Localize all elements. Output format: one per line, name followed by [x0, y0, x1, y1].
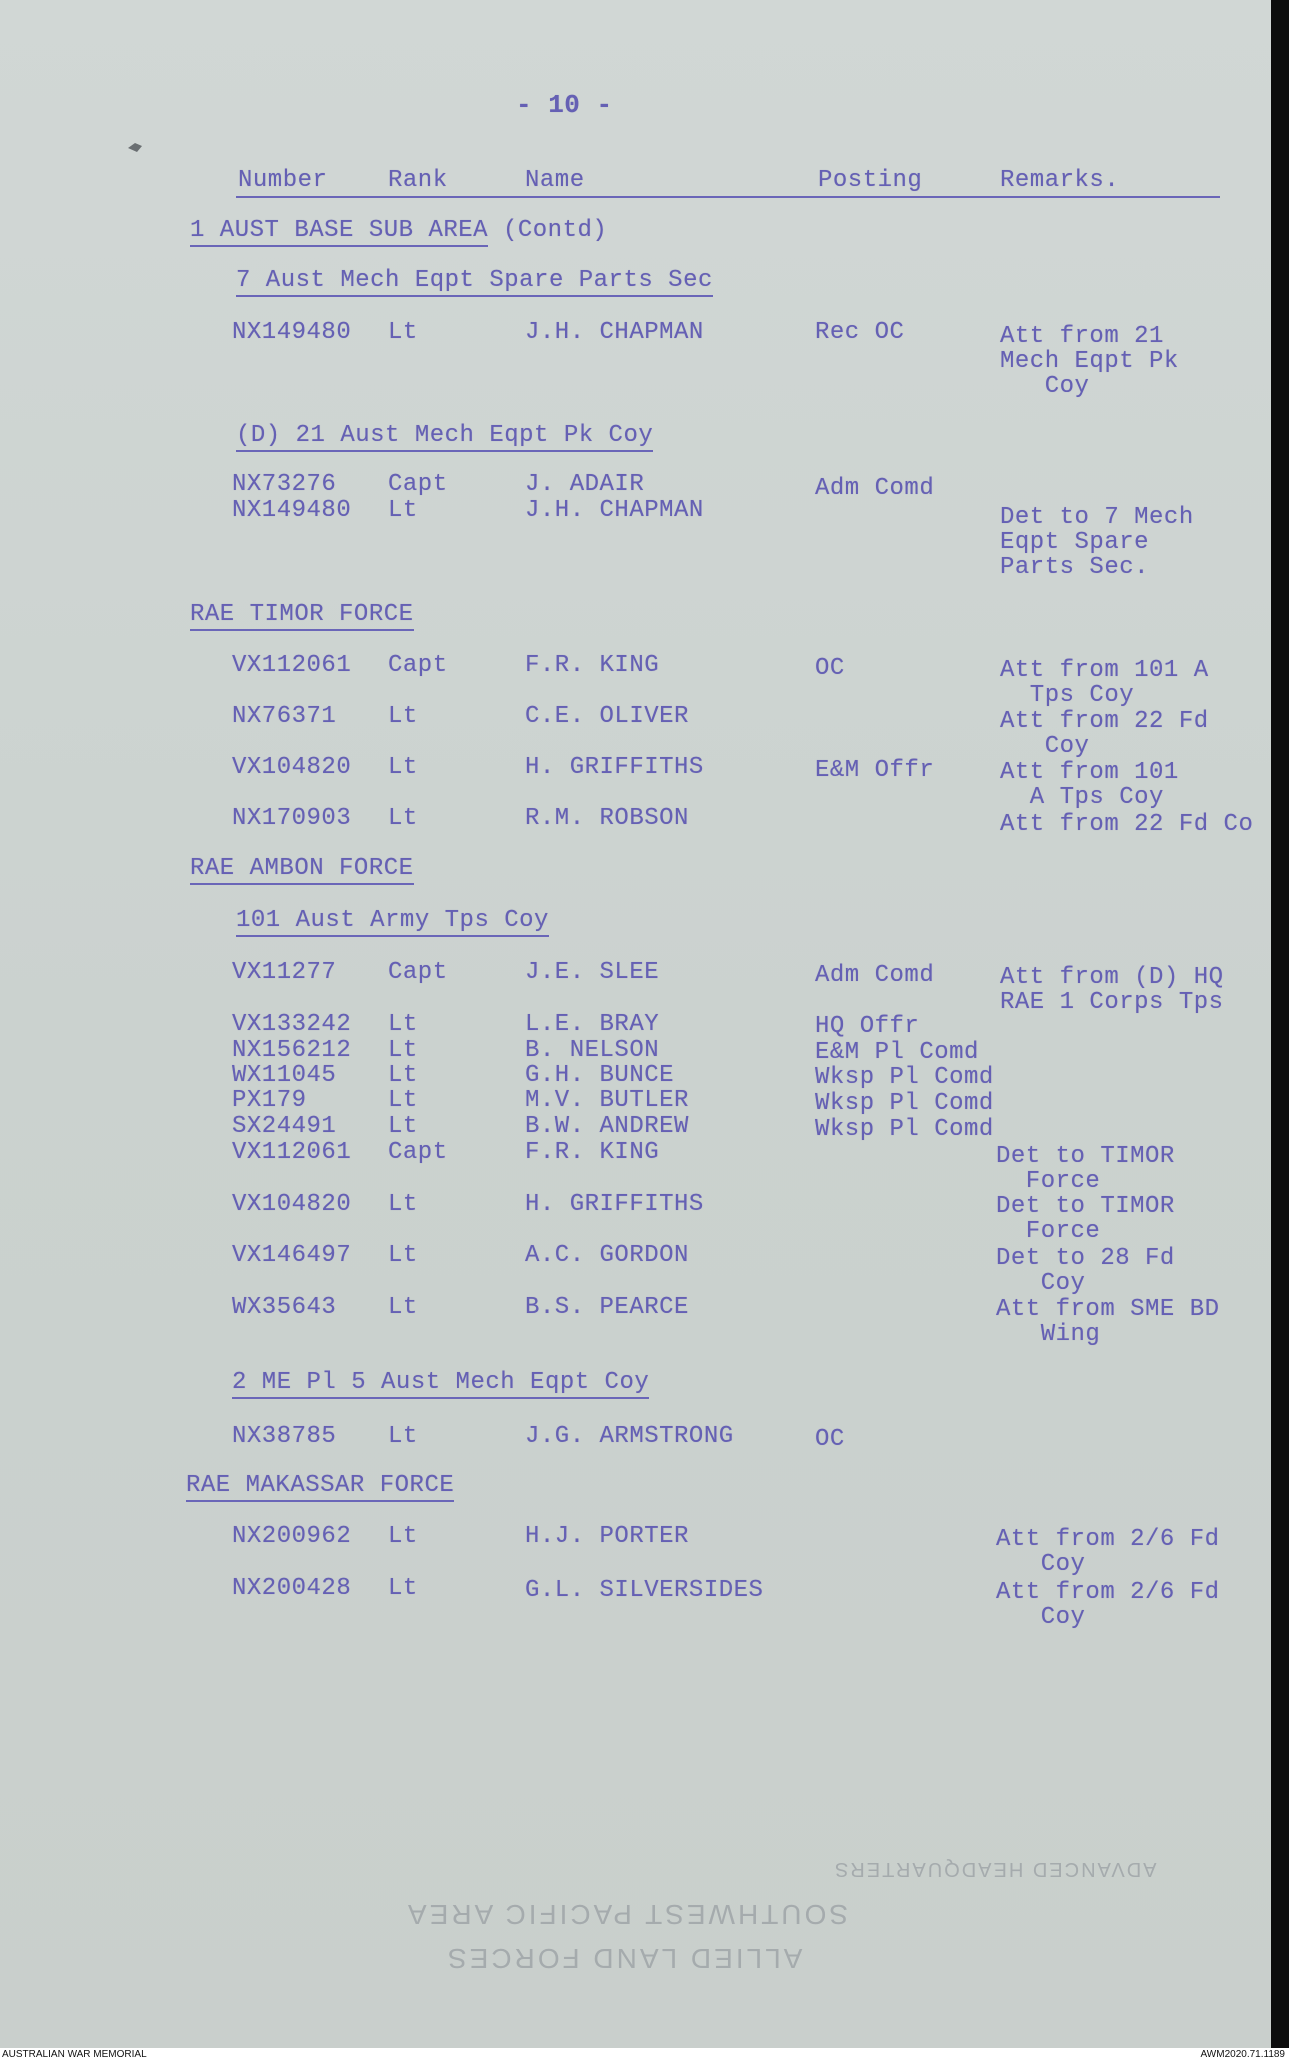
row-name: F.R. KING — [525, 1139, 660, 1166]
row-name: C.E. OLIVER — [525, 703, 689, 730]
row-number: NX149480 — [232, 497, 352, 524]
row-name: H. GRIFFITHS — [525, 1191, 704, 1218]
row-remarks: Att from 22 Fd Co — [1000, 811, 1254, 838]
row-number: VX112061 — [232, 1139, 352, 1166]
row-name: J.G. ARMSTRONG — [525, 1423, 734, 1450]
row-name: F.R. KING — [525, 652, 660, 679]
row-remarks: Det to 7 Mech Eqpt Spare Parts Sec. — [1000, 504, 1194, 581]
ink-smudge-icon — [126, 140, 146, 154]
row-number: VX133242 — [232, 1011, 352, 1038]
row-remarks: Att from 101 A Tps Coy — [1000, 759, 1179, 811]
row-remarks: Att from 2/6 Fd Coy — [996, 1526, 1220, 1578]
subsection-title: 2 ME Pl 5 Aust Mech Eqpt Coy — [232, 1369, 649, 1399]
section-heading — [190, 602, 414, 628]
header-posting: Posting — [818, 167, 923, 194]
row-rank: Lt — [388, 1523, 418, 1550]
row-name: J.H. CHAPMAN — [525, 319, 704, 346]
section-title: RAE AMBON FORCE — [190, 855, 414, 885]
row-remarks: Att from SME BD Wing — [996, 1296, 1220, 1348]
header-rank: Rank — [388, 167, 448, 194]
footer-strip — [0, 2048, 1289, 2061]
row-rank: Capt — [388, 1139, 448, 1166]
row-name: H.J. PORTER — [525, 1523, 689, 1550]
stamp-line: SOUTHWEST PACIFIC AREA — [405, 1899, 849, 1930]
row-number: VX112061 — [232, 652, 352, 679]
row-number: PX179 — [232, 1087, 307, 1114]
row-number: VX146497 — [232, 1242, 352, 1269]
header-rule — [236, 196, 1220, 198]
row-number: WX35643 — [232, 1294, 337, 1321]
row-remarks: Att from 101 A Tps Coy — [1000, 657, 1209, 709]
row-name: G.L. SILVERSIDES — [525, 1577, 764, 1604]
row-name: J.H. CHAPMAN — [525, 497, 704, 524]
row-name: B. NELSON — [525, 1037, 660, 1064]
scan-border — [1271, 0, 1289, 2048]
row-number: NX73276 — [232, 471, 337, 498]
footer-accession: AWM2020.71.1189 — [1200, 2049, 1285, 2060]
page-number: - 10 - — [516, 90, 613, 120]
stamp-line: ADVANCED HEADQUARTERS — [833, 1858, 1157, 1880]
row-number: VX104820 — [232, 754, 352, 781]
row-name: M.V. BUTLER — [525, 1087, 689, 1114]
section-suffix: (Contd) — [502, 217, 608, 244]
subsection-heading — [236, 268, 713, 294]
stamp-line: ALLIED LAND FORCES — [445, 1943, 803, 1974]
row-remarks: Att from 22 Fd Coy — [1000, 708, 1209, 760]
row-posting: Wksp Pl Comd — [815, 1116, 994, 1143]
section-heading — [190, 218, 607, 244]
row-posting: E&M Offr — [815, 757, 935, 784]
subsection-heading — [232, 1370, 649, 1396]
row-name: H. GRIFFITHS — [525, 754, 704, 781]
row-rank: Lt — [388, 319, 418, 346]
row-rank: Lt — [388, 754, 418, 781]
row-name: L.E. BRAY — [525, 1011, 660, 1038]
row-rank: Lt — [388, 1087, 418, 1114]
row-name: J. ADAIR — [525, 471, 645, 498]
row-rank: Lt — [388, 1191, 418, 1218]
row-number: NX200962 — [232, 1523, 352, 1550]
row-name: B.S. PEARCE — [525, 1294, 689, 1321]
section-title: RAE MAKASSAR FORCE — [186, 1472, 454, 1502]
header-name: Name — [525, 167, 585, 194]
subsection-title: (D) 21 Aust Mech Eqpt Pk Coy — [236, 422, 653, 452]
row-posting: Rec OC — [815, 319, 905, 346]
section-title: 1 AUST BASE SUB AREA — [190, 217, 488, 247]
row-rank: Lt — [388, 1242, 418, 1269]
section-title: RAE TIMOR FORCE — [190, 601, 414, 631]
row-rank: Lt — [388, 703, 418, 730]
row-rank: Capt — [388, 471, 448, 498]
row-name: R.M. ROBSON — [525, 805, 689, 832]
row-number: NX200428 — [232, 1575, 352, 1602]
row-name: J.E. SLEE — [525, 959, 660, 986]
row-posting: Adm Comd — [815, 475, 935, 502]
row-posting: OC — [815, 1426, 845, 1453]
row-name: G.H. BUNCE — [525, 1062, 675, 1089]
row-posting: E&M Pl Comd — [815, 1039, 979, 1066]
row-rank: Capt — [388, 959, 448, 986]
row-remarks: Det to 28 Fd Coy — [996, 1245, 1175, 1297]
row-number: NX156212 — [232, 1037, 352, 1064]
row-rank: Lt — [388, 1113, 418, 1140]
row-posting: OC — [815, 655, 845, 682]
header-number: Number — [238, 167, 328, 194]
row-rank: Lt — [388, 1011, 418, 1038]
header-remarks: Remarks. — [1000, 167, 1120, 194]
row-remarks: Att from 2/6 Fd Coy — [996, 1579, 1220, 1631]
row-rank: Lt — [388, 1423, 418, 1450]
subsection-title: 101 Aust Army Tps Coy — [236, 907, 549, 937]
row-posting: HQ Offr — [815, 1013, 920, 1040]
row-posting: Wksp Pl Comd — [815, 1090, 994, 1117]
row-number: NX76371 — [232, 703, 337, 730]
row-name: B.W. ANDREW — [525, 1113, 689, 1140]
row-posting: Wksp Pl Comd — [815, 1064, 994, 1091]
row-number: WX11045 — [232, 1062, 337, 1089]
section-heading — [190, 856, 414, 882]
row-rank: Lt — [388, 497, 418, 524]
row-number: NX38785 — [232, 1423, 337, 1450]
row-rank: Lt — [388, 1294, 418, 1321]
row-rank: Lt — [388, 1062, 418, 1089]
footer-credit: AUSTRALIAN WAR MEMORIAL — [2, 2049, 147, 2060]
row-number: NX149480 — [232, 319, 352, 346]
row-remarks: Det to TIMOR Force — [996, 1193, 1175, 1245]
subsection-heading — [236, 908, 549, 934]
row-remarks: Att from (D) HQ RAE 1 Corps Tps — [1000, 964, 1224, 1016]
row-number: NX170903 — [232, 805, 352, 832]
row-rank: Lt — [388, 1037, 418, 1064]
row-number: SX24491 — [232, 1113, 337, 1140]
row-rank: Capt — [388, 652, 448, 679]
row-number: VX11277 — [232, 959, 337, 986]
row-remarks: Att from 21 Mech Eqpt Pk Coy — [1000, 323, 1179, 400]
row-rank: Lt — [388, 805, 418, 832]
row-name: A.C. GORDON — [525, 1242, 689, 1269]
row-rank: Lt — [388, 1575, 418, 1602]
row-posting: Adm Comd — [815, 962, 935, 989]
row-number: VX104820 — [232, 1191, 352, 1218]
subsection-title: 7 Aust Mech Eqpt Spare Parts Sec — [236, 267, 713, 297]
subsection-heading — [236, 423, 653, 449]
section-heading — [186, 1473, 454, 1499]
row-remarks: Det to TIMOR Force — [996, 1143, 1175, 1195]
